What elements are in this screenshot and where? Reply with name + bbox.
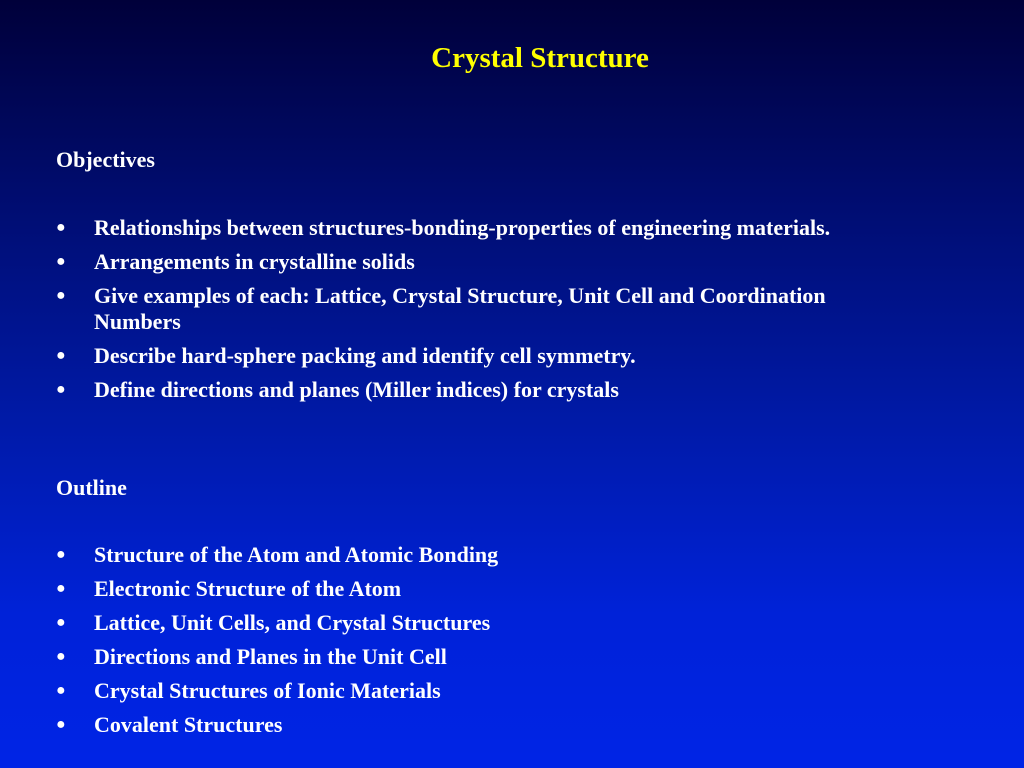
list-item <box>56 678 956 704</box>
list-item-text: Define directions and planes (Miller indices) for crystals <box>94 377 619 402</box>
list-item-text: Give examples of each: Lattice, Crystal Structure, Unit Cell and Coordination Numbers <box>94 283 826 334</box>
list-item-text: Covalent Structures <box>94 712 283 737</box>
bullet-icon: ● <box>56 219 66 236</box>
bullet-icon: ● <box>56 580 66 597</box>
list-item-text: Crystal Structures of Ionic Materials <box>94 678 441 703</box>
bullet-icon: ● <box>56 287 66 304</box>
list-item-text: Lattice, Unit Cells, and Crystal Structures <box>94 610 491 635</box>
bullet-icon: ● <box>56 546 66 563</box>
outline-list <box>56 542 956 746</box>
list-item-text: Describe hard-sphere packing and identify cell symmetry. <box>94 343 636 368</box>
bullet-icon: ● <box>56 682 66 699</box>
list-item-text: Arrangements in crystalline solids <box>94 249 415 274</box>
list-item <box>56 542 956 568</box>
list-item <box>56 377 956 403</box>
list-item <box>56 249 956 275</box>
list-item-text: Relationships between structures-bonding-properties of engineering materials. <box>94 215 831 240</box>
list-item <box>56 712 956 738</box>
list-item <box>56 215 956 241</box>
list-item <box>56 283 956 335</box>
list-item <box>56 343 956 369</box>
list-item <box>56 610 956 636</box>
bullet-icon: ● <box>56 648 66 665</box>
list-item-text: Directions and Planes in the Unit Cell <box>94 644 447 669</box>
outline-heading: Outline <box>56 475 127 500</box>
bullet-icon: ● <box>56 253 66 270</box>
bullet-icon: ● <box>56 381 66 398</box>
objectives-heading: Objectives <box>56 147 155 172</box>
objectives-list <box>56 215 956 411</box>
bullet-icon: ● <box>56 716 66 733</box>
list-item <box>56 644 956 670</box>
list-item-text: Structure of the Atom and Atomic Bonding <box>94 542 499 567</box>
slide-title: Crystal Structure <box>431 42 649 74</box>
list-item <box>56 576 956 602</box>
bullet-icon: ● <box>56 347 66 364</box>
bullet-icon: ● <box>56 614 66 631</box>
list-item-text: Electronic Structure of the Atom <box>94 576 402 601</box>
